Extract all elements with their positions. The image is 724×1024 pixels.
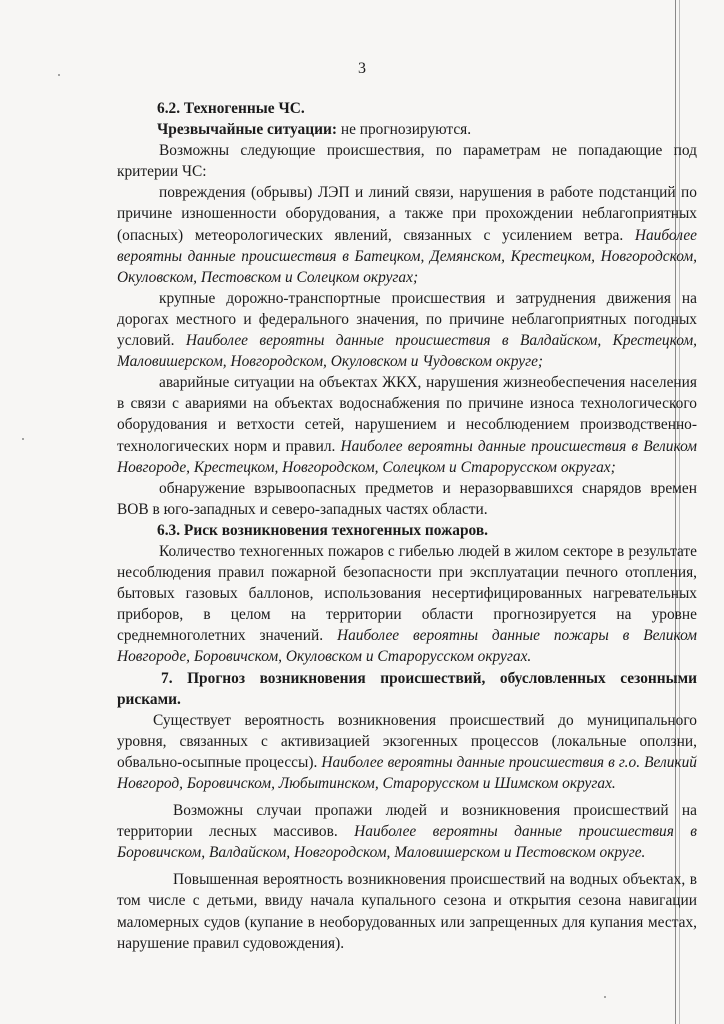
section-6-2-heading: 6.2. Техногенные ЧС. — [157, 100, 305, 117]
section-6-3-text — [117, 541, 697, 668]
incident-item-road-accidents-text: крупные дорожно-транспортные происшествия и затруднения движения на дорогах местного и федерального значения, по причине неблагоприятных погодных условий. — [117, 289, 697, 350]
incident-item-utilities-regions: Наиболее вероятны данные происшествия в Великом Новгороде, Крестецком, Новгородском, Солецком и Старорусском округах; — [117, 437, 697, 476]
section-7-water-objects: Повышенная вероятность возникновения происшествий на водных объектах, в том числе с детьми, ввиду начала купального сезона и открытия сезона навигации маломерных судов (купание в необорудованных или запрещенных для купания местах, нарушение правил судовождения). — [117, 871, 697, 952]
incident-item-utilities — [117, 372, 697, 477]
section-7-landslides — [117, 710, 697, 794]
section-6-3-body: Количество техногенных пожаров с гибелью людей в жилом секторе в результате несоблюдения правил пожарной безопасности при эксплуатации печного отопления, бытовых газовых баллонов, использования несертифицированных нагревательных приборов, в целом на территории области прогнозируется на уровне среднемноголетних значений. — [117, 542, 697, 645]
emergency-value: не прогнозируются. — [336, 121, 472, 139]
page-number: 3 — [358, 60, 366, 77]
scan-speck — [58, 74, 60, 76]
section-6-3-heading: 6.3. Риск возникновения техногенных пожаров. — [157, 521, 488, 539]
incident-item-power-lines-regions: Наиболее вероятны данные происшествия в Батецком, Демянском, Крестецком, Новгородском, Окуловском, Пестовском и Солецком округах; — [117, 226, 697, 286]
incident-item-road-accidents-regions: Наиболее вероятны данные происшествия в Валдайском, Крестецком, Маловишерском, Новгородском, Окуловском и Чудовском округе; — [117, 332, 698, 371]
section-6-3-regions: Наиболее вероятны данные пожары в Великом Новгороде, Боровичском, Окуловском и Старорусском округах. — [117, 627, 698, 666]
document-body — [117, 98, 697, 954]
incident-item-power-lines-text: повреждения (обрывы) ЛЭП и линий связи, нарушения в работе подстанций по причине изношенности оборудования, а также при прохождении неблагоприятных (опасных) метеорологических явлений, связанных с усилением ветра. — [117, 184, 697, 244]
emergency-status — [117, 119, 697, 140]
section-7-landslides-text: Существует вероятность возникновения происшествий до муниципального уровня, связанных с активизацией экзогенных процессов (локальные оползни, обвально-осыпные процессы). — [117, 711, 697, 771]
section-7-heading: 7. Прогноз возникновения происшествий, обусловленных сезонными рисками. — [117, 669, 697, 708]
emergency-label: Чрезвычайные ситуации: — [157, 121, 337, 139]
incident-item-utilities-text: аварийные ситуации на объектах ЖКХ, нарушения жизнеобеспечения населения в связи с авариями на объектах водоснабжения по причине износа технологического оборудования и ветхости сетей, нарушением и несоблюдением производственно-технологических норм и правил. — [117, 374, 697, 455]
scan-speck — [22, 438, 24, 440]
section-6-2-intro: Возможны следующие происшествия, по параметрам не попадающие под критерии ЧС: — [117, 142, 697, 181]
section-7-landslides-regions: Наиболее вероятны данные происшествия в г.о. Великий Новгород, Боровичском, Любытинском, Старорусском и Шимском округах. — [117, 753, 697, 792]
section-7-missing-people-text: Возможны случаи пропажи людей и возникновения происшествий на территории лесных массивов. — [117, 802, 697, 841]
section-7-missing-people — [117, 800, 697, 863]
incident-item-explosives: обнаружение взрывоопасных предметов и неразорвавшихся снарядов времен ВОВ в юго-западных и северо-западных частях области. — [117, 479, 697, 518]
scan-speck — [604, 996, 606, 998]
incident-item-road-accidents — [117, 288, 697, 372]
incident-item-power-lines — [117, 182, 697, 287]
section-7-missing-people-regions: Наиболее вероятны данные происшествия в Боровичском, Валдайском, Новгородском, Маловишерском и Пестовском округе. — [117, 823, 697, 862]
